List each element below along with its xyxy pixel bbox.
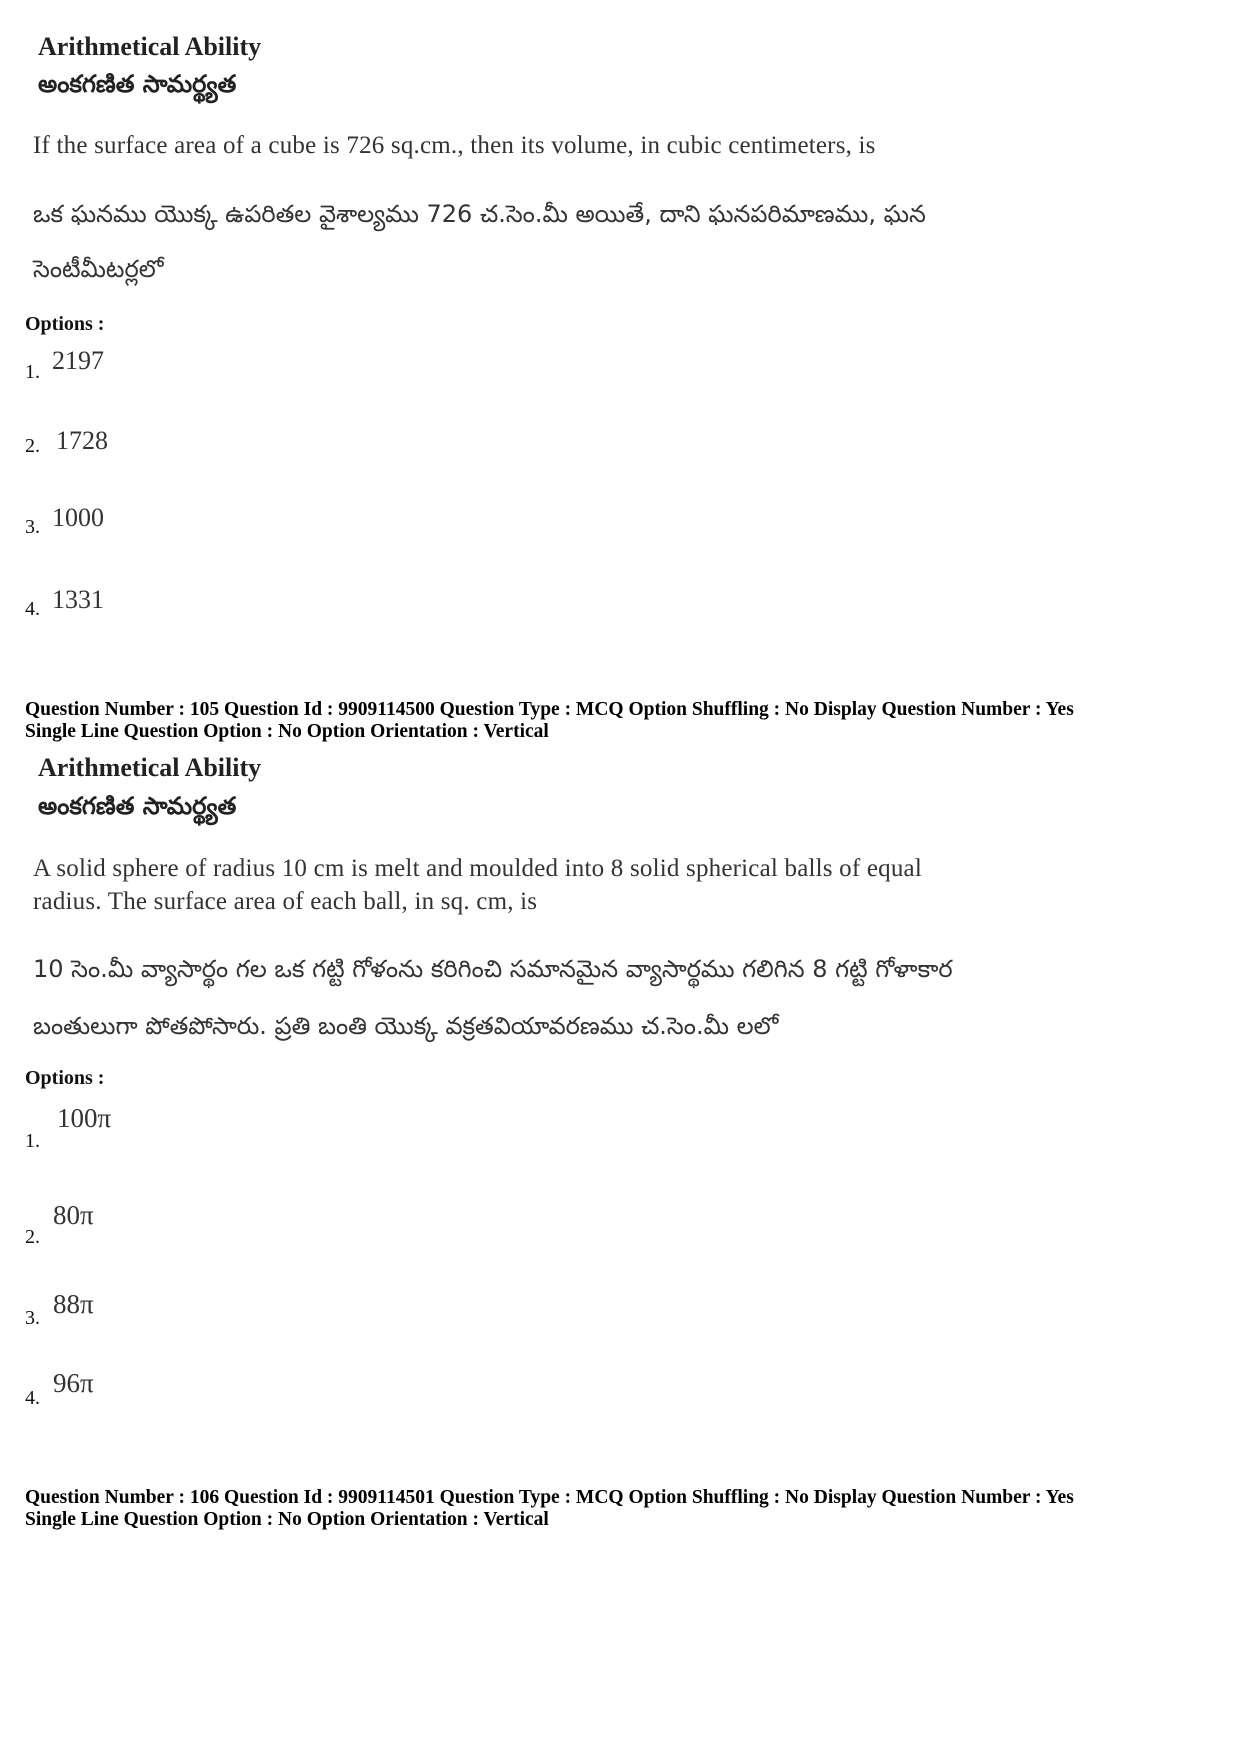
option-number: 3. xyxy=(25,1307,40,1329)
question-text-te-line1: 10 సెం.మీ వ్యాసార్థం గల ఒక గట్టి గోళంను కరిగించి సమానమైన వ్యాసార్థము గలిగిన 8 గట్టి గోళాకార xyxy=(33,955,953,983)
section-title-en: Arithmetical Ability xyxy=(38,32,262,61)
option-value[interactable]: 1331 xyxy=(52,585,104,614)
question-meta-line1: Question Number : 106 Question Id : 9909114501 Question Type : MCQ Option Shuffling : No Display Question Number : Yes xyxy=(25,1487,1074,1508)
option-number: 2. xyxy=(25,1226,40,1248)
options-label: Options : xyxy=(25,1067,105,1089)
option-value[interactable]: 80π xyxy=(53,1200,94,1230)
option-number: 1. xyxy=(25,1130,40,1152)
section-title-te: అంకగణిత సామర్థ్యత xyxy=(38,70,237,98)
question-meta-line1: Question Number : 105 Question Id : 9909114500 Question Type : MCQ Option Shuffling : No Display Question Number : Yes xyxy=(25,699,1074,720)
option-value[interactable]: 1000 xyxy=(52,503,104,532)
question-text-te-line2: సెంటీమీటర్లలో xyxy=(33,255,164,283)
question-text-en-line1: A solid sphere of radius 10 cm is melt and moulded into 8 solid spherical balls of equal xyxy=(33,855,922,882)
section-title-te: అంకగణిత సామర్థ్యత xyxy=(38,792,237,820)
question-meta-line2: Single Line Question Option : No Option Orientation : Vertical xyxy=(25,721,549,742)
option-value[interactable]: 2197 xyxy=(52,346,104,375)
option-number: 4. xyxy=(25,1387,40,1409)
question-text-en-line2: radius. The surface area of each ball, in sq. cm, is xyxy=(33,888,538,915)
options-label: Options : xyxy=(25,313,105,335)
question-text-en: If the surface area of a cube is 726 sq.cm., then its volume, in cubic centimeters, is xyxy=(33,132,876,159)
question-text-te-line2: బంతులుగా పోతపోసారు. ప్రతి బంతి యొక్క వక్రతవియావరణము చ.సెం.మీ లలో xyxy=(33,1012,779,1040)
question-meta-line2: Single Line Question Option : No Option Orientation : Vertical xyxy=(25,1509,549,1530)
option-value[interactable]: 96π xyxy=(53,1368,94,1398)
option-number: 3. xyxy=(25,516,40,538)
option-value[interactable]: 88π xyxy=(53,1289,94,1319)
section-title-en: Arithmetical Ability xyxy=(38,753,262,782)
option-value[interactable]: 1728 xyxy=(56,426,108,455)
option-value[interactable]: 100π xyxy=(57,1103,112,1133)
option-number: 4. xyxy=(25,598,40,620)
option-number: 1. xyxy=(25,361,40,383)
option-number: 2. xyxy=(25,435,40,457)
question-text-te-line1: ఒక ఘనము యొక్క ఉపరితల వైశాల్యము 726 చ.సెం.మీ అయితే, దాని ఘనపరిమాణము, ఘన xyxy=(33,200,926,228)
